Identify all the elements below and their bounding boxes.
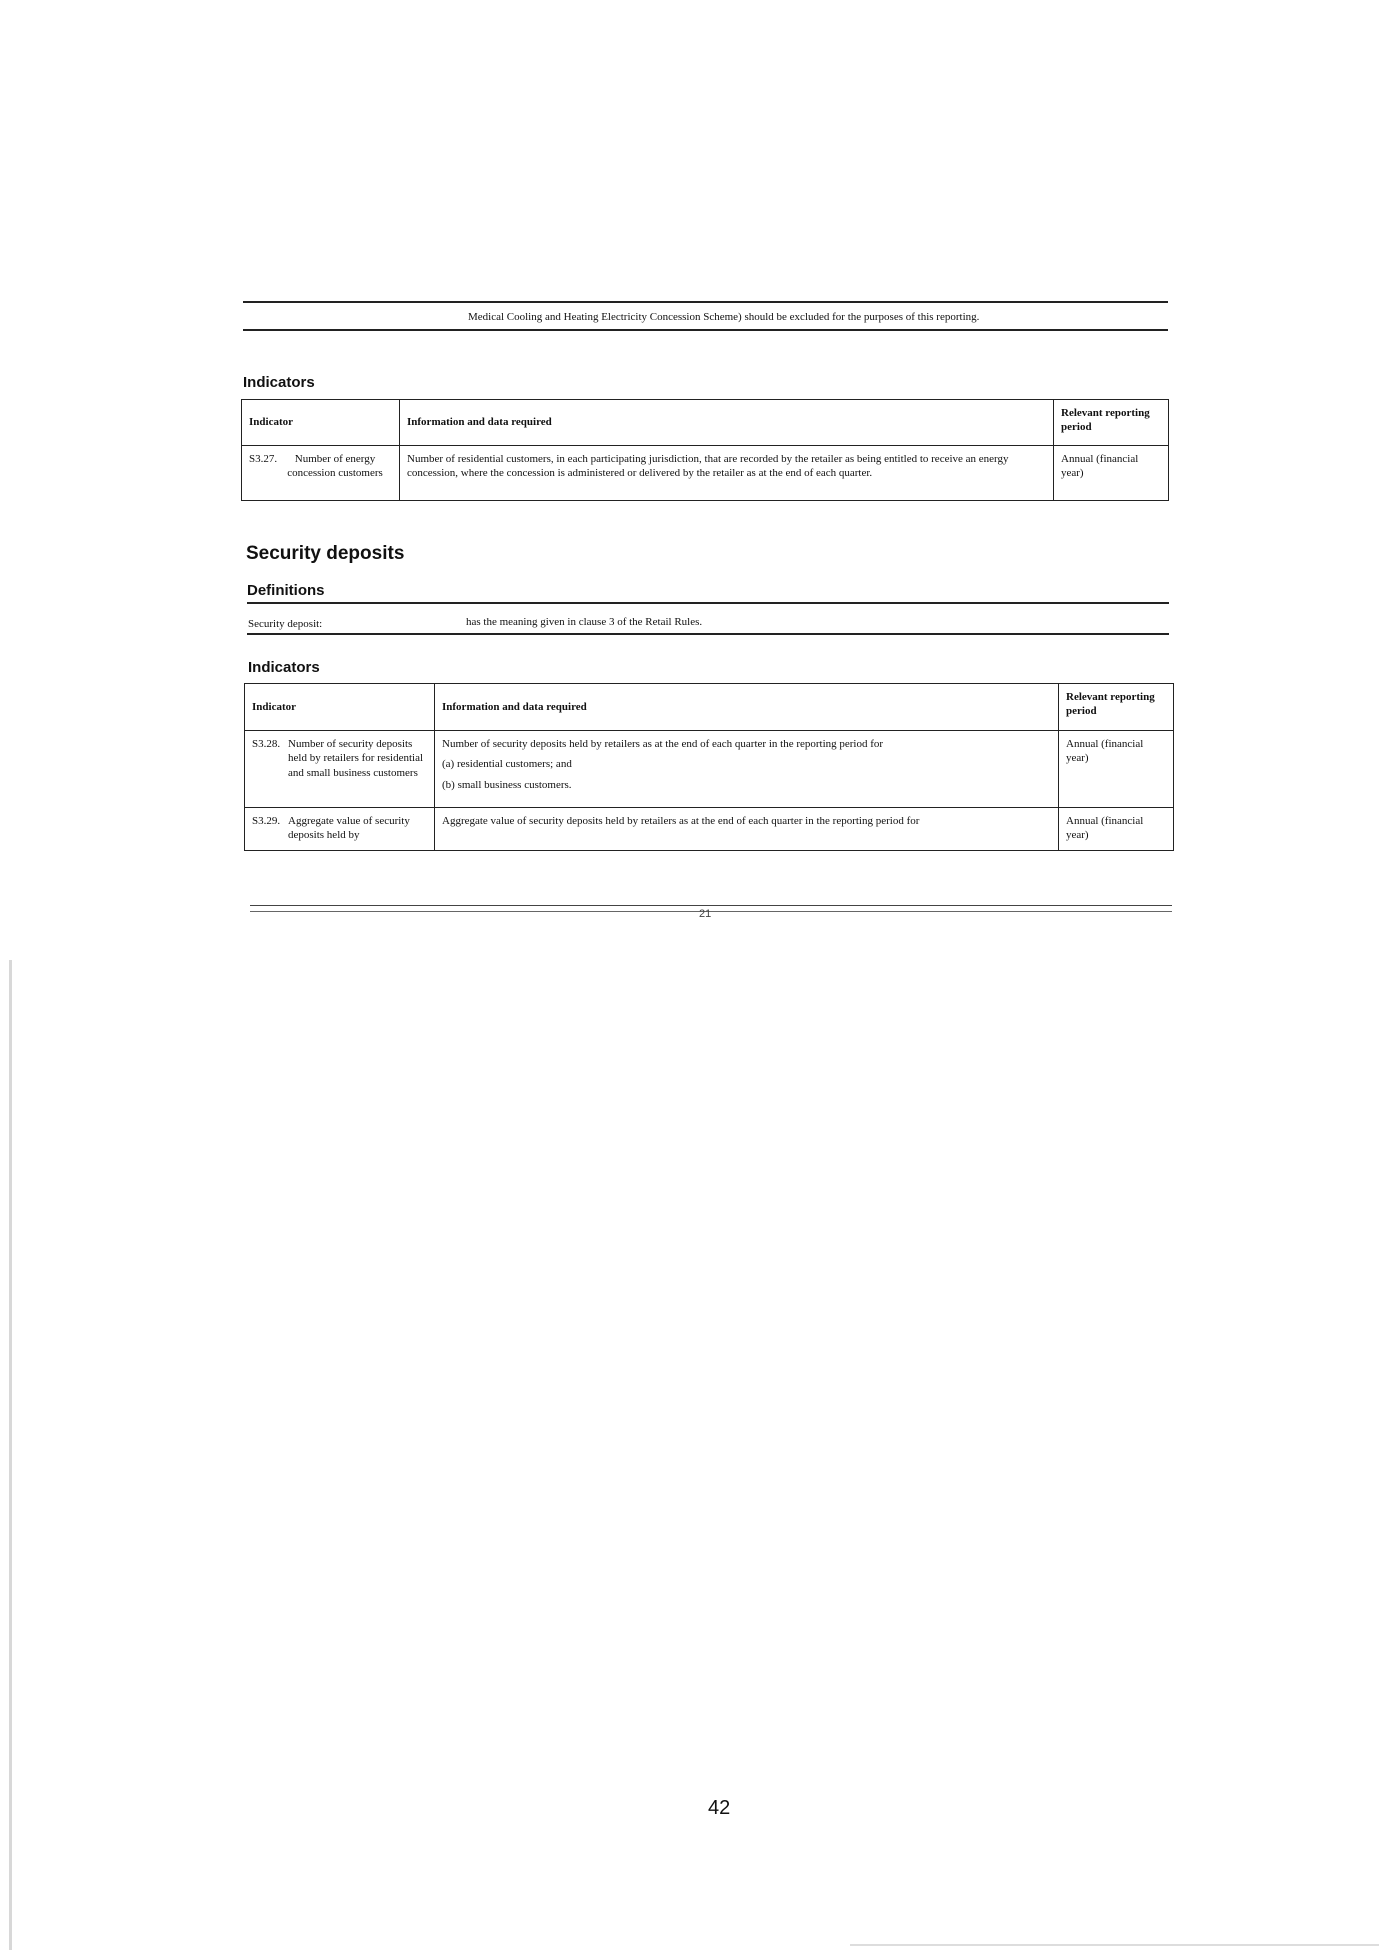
scan-edge-shadow xyxy=(9,960,12,1950)
indicators-heading-1: Indicators xyxy=(243,374,315,391)
indicators-heading-2: Indicators xyxy=(248,659,320,676)
definitions-heading: Definitions xyxy=(247,582,325,599)
indicators-table-1 xyxy=(241,399,1169,501)
indicator-cell xyxy=(242,446,400,501)
info-cell: Aggregate value of security deposits held by retailers as at the end of each quarter in the reporting period for xyxy=(435,808,1059,851)
header-indicator: Indicator xyxy=(242,400,400,446)
footer-rule xyxy=(250,905,1172,906)
section-title: Security deposits xyxy=(246,543,405,564)
definitions-rule-bottom xyxy=(247,633,1169,635)
table-row xyxy=(245,731,1174,808)
page-number: 42 xyxy=(708,1797,731,1819)
indicator-cell xyxy=(245,808,435,851)
indicator-name: Aggregate value of security deposits held by xyxy=(288,815,410,842)
period-cell: Annual (financial year) xyxy=(1059,808,1174,851)
scan-bottom-shadow xyxy=(850,1944,1379,1946)
indicator-name: Number of security deposits held by retailers for residential and small business customers xyxy=(288,738,424,779)
info-cell xyxy=(435,731,1059,808)
header-indicator: Indicator xyxy=(245,684,435,731)
indicator-cell xyxy=(245,731,435,808)
indicator-name: Number of energy concession customers xyxy=(287,453,383,480)
info-text: Number of security deposits held by retailers as at the end of each quarter in the reporting period for xyxy=(442,738,884,750)
indicator-code: S3.29. xyxy=(252,815,281,827)
table-header-row xyxy=(242,400,1169,446)
inner-page-number: 21 xyxy=(699,908,712,920)
top-rule-upper xyxy=(243,301,1168,303)
indicator-code: S3.27. xyxy=(249,453,278,465)
period-cell: Annual (financial year) xyxy=(1054,446,1169,501)
header-period: Relevant reporting period xyxy=(1059,684,1174,731)
header-info: Information and data required xyxy=(435,684,1059,731)
header-info: Information and data required xyxy=(400,400,1054,446)
header-period: Relevant reporting period xyxy=(1054,400,1169,446)
list-item: (a) residential customers; and xyxy=(442,758,572,771)
definitions-rule-top xyxy=(247,602,1169,604)
table-header-row xyxy=(245,684,1174,731)
info-cell: Number of residential customers, in each participating jurisdiction, that are recorded by the retailer as being entitled to receive an energy concession, where the concession is administered or delivered by the retailer as at the end of each quarter. xyxy=(400,446,1054,501)
list-item: (b) small business customers. xyxy=(442,778,572,791)
top-rule-lower xyxy=(243,329,1168,331)
period-cell: Annual (financial year) xyxy=(1059,731,1174,808)
definition-term: Security deposit: xyxy=(248,618,323,630)
table-row xyxy=(242,446,1169,501)
indicator-code: S3.28. xyxy=(252,738,281,750)
definition-meaning: has the meaning given in clause 3 of the Retail Rules. xyxy=(466,616,703,628)
indicators-table-2 xyxy=(244,683,1174,851)
table-row xyxy=(245,808,1174,851)
continuation-text: Medical Cooling and Heating Electricity Concession Scheme) should be excluded for the purposes of this reporting. xyxy=(468,311,980,323)
